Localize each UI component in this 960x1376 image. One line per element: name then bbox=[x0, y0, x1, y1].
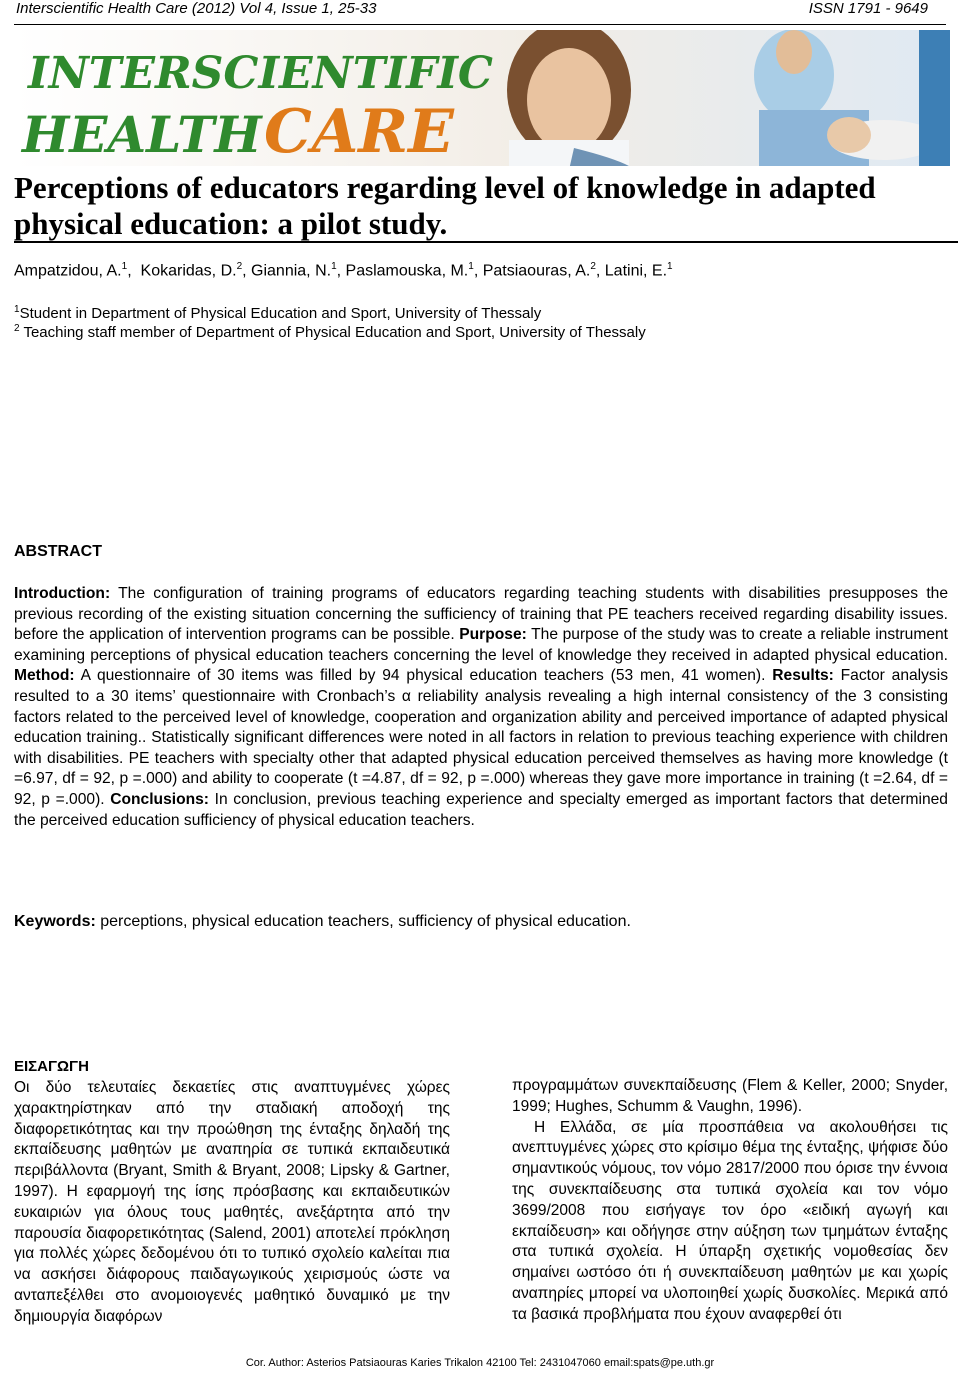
corresponding-author-footer: Cor. Author: Asterios Patsiaouras Karies Trikalon 42100 Tel: 2431047060 email:spats@pe.uth.gr bbox=[245, 1357, 715, 1369]
abstract-label-results: Results: bbox=[772, 667, 834, 685]
paragraph: Οι δύο τελευταίες δεκαετίες στις αναπτυγμένες χώρες χαρακτηρίστηκαν από την σταδιακή αποδοχή της διαφορετικότητας και την προώθηση της ένταξης δηλαδή της εκπαίδευσης μαθητών με αναπηρία σε τυπικά εκπαιδευτικά περιβάλλοντα (Bryant, Smith & Bryant, 2008; Lipsky & Gartner, 1997). Η εφαρμογή της ίσης πρόσβασης και εκπαιδευτικών ευκαιριών για όλους τους μαθητές, ανεξάρτητα από την παρουσία διαφορετικότητας (Salend, 2001) αποτελεί πρόκληση για πολλές χώρες δεδομένου ότι το τυπικό σχολείο καλείται πια να ασκήσει διάφορους παιδαγωγικούς χειρισμούς ώστε να ανταπεξέλθει στο ανομοιογενές μαθητικό δυναμικό με την δημιουργία διαφόρων bbox=[14, 1079, 450, 1325]
author: Patsiaouras, A. bbox=[482, 262, 591, 280]
svg-text:INTERSCIENTIFIC: INTERSCIENTIFIC bbox=[28, 48, 493, 99]
author: Ampatzidou, A. bbox=[14, 262, 122, 280]
author: Kokaridas, D. bbox=[140, 262, 237, 280]
abstract-label-purpose: Purpose: bbox=[459, 626, 527, 644]
paper-title: Perceptions of educators regarding level of knowledge in adapted physical education: a pilot study. bbox=[14, 170, 876, 241]
running-header bbox=[0, 0, 960, 22]
journal-logo bbox=[14, 30, 950, 166]
affiliation: $^1$Student in Department of Physical Education and Sport, University of Thessaly bbox=[14, 304, 542, 322]
keywords: Keywords: perceptions, physical education teachers, sufficiency of physical education. bbox=[14, 913, 631, 930]
svg-text:HEALTH: HEALTH bbox=[22, 105, 262, 164]
journal-banner bbox=[14, 30, 950, 166]
paragraph: προγραμμάτων συνεκπαίδευσης (Flem & Keller, 2000; Snyder, 1999; Hughes, Schumm & Vaughn, 1996). bbox=[512, 1077, 948, 1115]
header-rule bbox=[14, 24, 946, 25]
abstract-heading: ABSTRACT bbox=[14, 543, 102, 560]
author: Latini, E. bbox=[604, 262, 668, 280]
body-column-left bbox=[14, 1078, 450, 1328]
abstract-body: Introduction: The configuration of training programs of educators regarding teaching students with disabilities presupposes the previous recording of the existing situation concerning the sufficiency of training that PE teachers received regarding disability issues. before the application of intervention programs can be possible. Purpose: The purpose of the study was to create a reliable instrument examining perceptions of physical education teachers concerning the level of knowledge they received in adapted physical education. Method: A questionnaire of 30 items was filled by 94 physical education teachers (53 men, 41 women). Results: Factor analysis resulted to a 30 items’ questionnaire with Cronbach’s α reliability analysis revealing a high internal consistency of the 3 consisting factors related to the perceived level of knowledge, cooperation and organization ability and perceived importance of adapted physical education training.. Statistically significant differences were noted in all factors in relation to previous teaching experience with children with disabilities. PE teachers with specialty other that adapted physical education perceived themselves as having more knowledge (t =6.97, df = 92, p =.000) and ability to cooperate (t =4.87, df = 92, p =.000) whereas they gave more importance in training (t =2.64, df = 92, p =.000). Conclusions: In conclusion, previous teaching experience and specialty emerged as important factors that determined the perceived education sufficiency of physical education teachers. bbox=[14, 585, 949, 829]
abstract-label-method: Method: bbox=[14, 667, 75, 685]
abstract-label-introduction: Introduction: bbox=[14, 585, 111, 602]
keywords-label: Keywords: bbox=[14, 913, 96, 930]
journal-citation: Interscientific Health Care (2012) Vol 4, Issue 1, 25-33 bbox=[16, 0, 377, 17]
paragraph: Η Ελλάδα, σε μία προσπάθεια να ακολουθήσει τις ανεπτυγμένες χώρες στο κρίσιμο θέμα της ένταξης, ψήφισε δύο σημαντικούς νόμους, τον νόμο 2817/2000 που όρισε την έννοια της συνεκπαίδευσης στα τυπικά σχολεία και τον νόμο 3699/2008 που εισήγαγε τον όρο «ειδική αγωγή και εκπαίδευση» και οδήγησε στην αύξηση των τμημάτων ένταξης στα τυπικά σχολεία. Η ύπαρξη σχετικής νομοθεσίας δεν σημαίνει ωστόσο ότι ή συνεκπαίδευση μαθητών με και χωρίς αναπηρίες μπορεί να υλοποιηθεί χωρίς δυσκολίες. Μερικά από τα βασικά προβλήματα που έχουν αναφερθεί ότι bbox=[512, 1118, 948, 1323]
svg-text:CARE: CARE bbox=[264, 97, 454, 166]
author: Paslamouska, M. bbox=[345, 262, 469, 280]
issn: ISSN 1791 - 9649 bbox=[808, 0, 928, 17]
author-list: Ampatzidou, A.$^1$, Kokaridas, D.$^2$, Giannia, N.$^1$, Paslamouska, M.$^1$, Patsiaouras, A.$^2$, Latini, E.$^1$ bbox=[14, 261, 673, 280]
author: Giannia, N. bbox=[251, 262, 332, 280]
body-column-right bbox=[512, 1076, 948, 1326]
abstract-label-conclusions: Conclusions: bbox=[110, 790, 209, 808]
affiliation: $^2$ Teaching staff member of Department of Physical Education and Sport, University of Thessaly bbox=[14, 323, 646, 341]
title-rule bbox=[14, 241, 958, 243]
section-heading-introduction: ΕΙΣΑΓΩΓΗ bbox=[14, 1058, 89, 1075]
